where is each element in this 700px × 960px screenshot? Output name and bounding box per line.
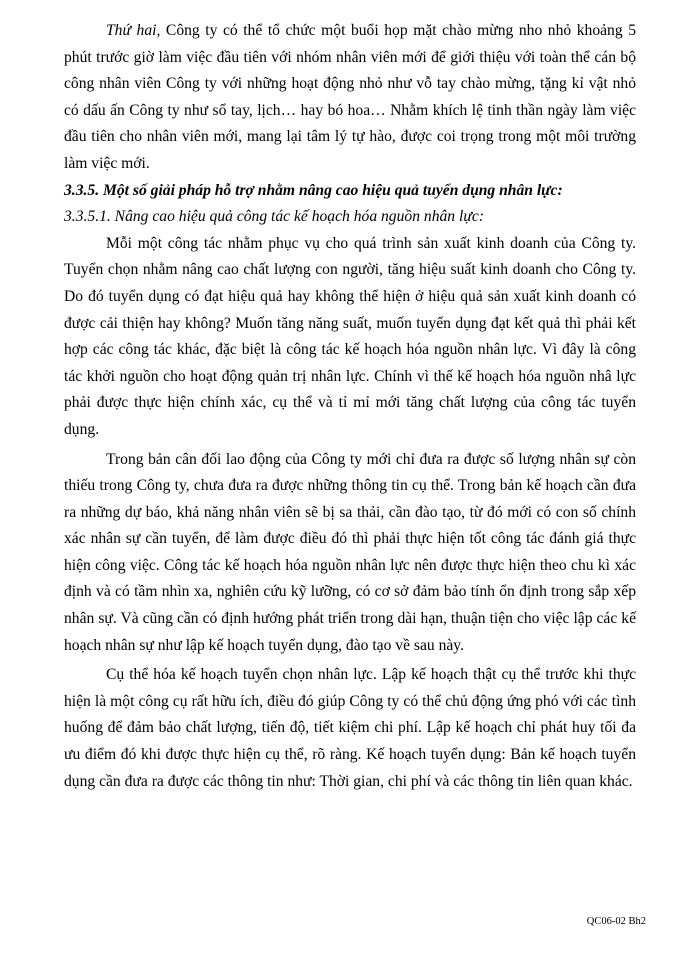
page-footer-code: QC06-02 Bh2 [586, 916, 646, 927]
document-page [64, 18, 636, 795]
paragraph-labor-balance: Trong bản cân đối lao động của Công ty mới chỉ đưa ra được số lượng nhân sự còn thiếu trong Công ty, chưa đưa ra được những thông tin cụ thể. Trong bản kế hoạch cần đưa ra những dự báo, khả năng nhân viên sẽ bị sa thải, cần đào tạo, từ đó mới có con số chính xác nhân sự cần tuyển, để làm được điều đó thì phải thực hiện tốt công tác đánh giá thực hiện công việc. Công tác kế hoạch hóa nguồn nhân lực nên được thực hiện theo chu kì xác định và có tầm nhìn xa, nghiên cứu kỹ lưỡng, có cơ sở đảm bảo tính ổn định trong sắp xếp nhân sự. Và cũng cần có định hướng phát triển trong dài hạn, thuận tiện cho việc lập các kế hoạch nhân sự như lập kế hoạch tuyển dụng, đào tạo về sau này. [64, 450, 636, 654]
paragraph-welcome-meeting [64, 18, 636, 178]
section-heading: 3.3.5. Một số giải pháp hỗ trợ nhằm nâng cao hiệu quả tuyển dụng nhân lực: [64, 181, 563, 199]
paragraph-welcome-meeting-body: Công ty có thể tổ chức một buổi họp mặt chào mừng nho nhỏ khoảng 5 phút trước giờ làm việc đầu tiên với nhóm nhân viên mới để giới thiệu với toàn thể cán bộ công nhân viên Công ty với những hoạt động nhỏ như vỗ tay chào mừng, tặng kỉ vật nhỏ có dấu ấn Công ty như sổ tay, lịch… hay bó hoa… Nhằm khích lệ tinh thần ngày làm việc đầu tiên cho nhân viên mới, mang lại tâm lý tự hào, được coi trọng trong một môi trường làm việc mới. [64, 22, 636, 172]
paragraph-lead-phrase: Thứ hai, [106, 22, 161, 39]
paragraph-recruitment-plan: Cụ thể hóa kế hoạch tuyển chọn nhân lực. Lập kế hoạch thật cụ thể trước khi thực hiện là một công cụ rất hữu ích, điều đó giúp Công ty có thể chủ động ứng phó với các tình huống để đảm bảo chất lượng, tiến độ, tiết kiệm chi phí. Lập kế hoạch chỉ phát huy tối đa ưu điểm đó khi được thực hiện cụ thể, rõ ràng. Kế hoạch tuyển dụng: Bản kế hoạch tuyển dụng cần đưa ra được các thông tin như: Thời gian, chi phí và các thông tin liên quan khác. [64, 666, 636, 790]
paragraph-hr-planning: Mỗi một công tác nhằm phục vụ cho quá trình sản xuất kinh doanh của Công ty. Tuyển chọn nhằm nâng cao chất lượng con người, tăng hiệu suất kinh doanh cho Công ty. Do đó tuyển dụng có đạt hiệu quả hay không thể hiện ở hiệu quả sản xuất kinh doanh có được cải thiện hay không? Muốn tăng năng suất, muốn tuyển dụng đạt kết quả thì phải kết hợp các công tác khác, đặc biệt là công tác kế hoạch hóa nguồn nhân lực. Vì đây là công tác khởi nguồn cho hoạt động quản trị nhân lực. Chính vì thế kế hoạch hóa nguồn nhâ lực phải được thực hiện chính xác, cụ thể và tỉ mỉ mới tăng chất lượng của công tác tuyển dụng. [64, 234, 636, 438]
subsection-heading: 3.3.5.1. Nâng cao hiệu quả công tác kế hoạch hóa nguồn nhân lực: [64, 208, 484, 226]
